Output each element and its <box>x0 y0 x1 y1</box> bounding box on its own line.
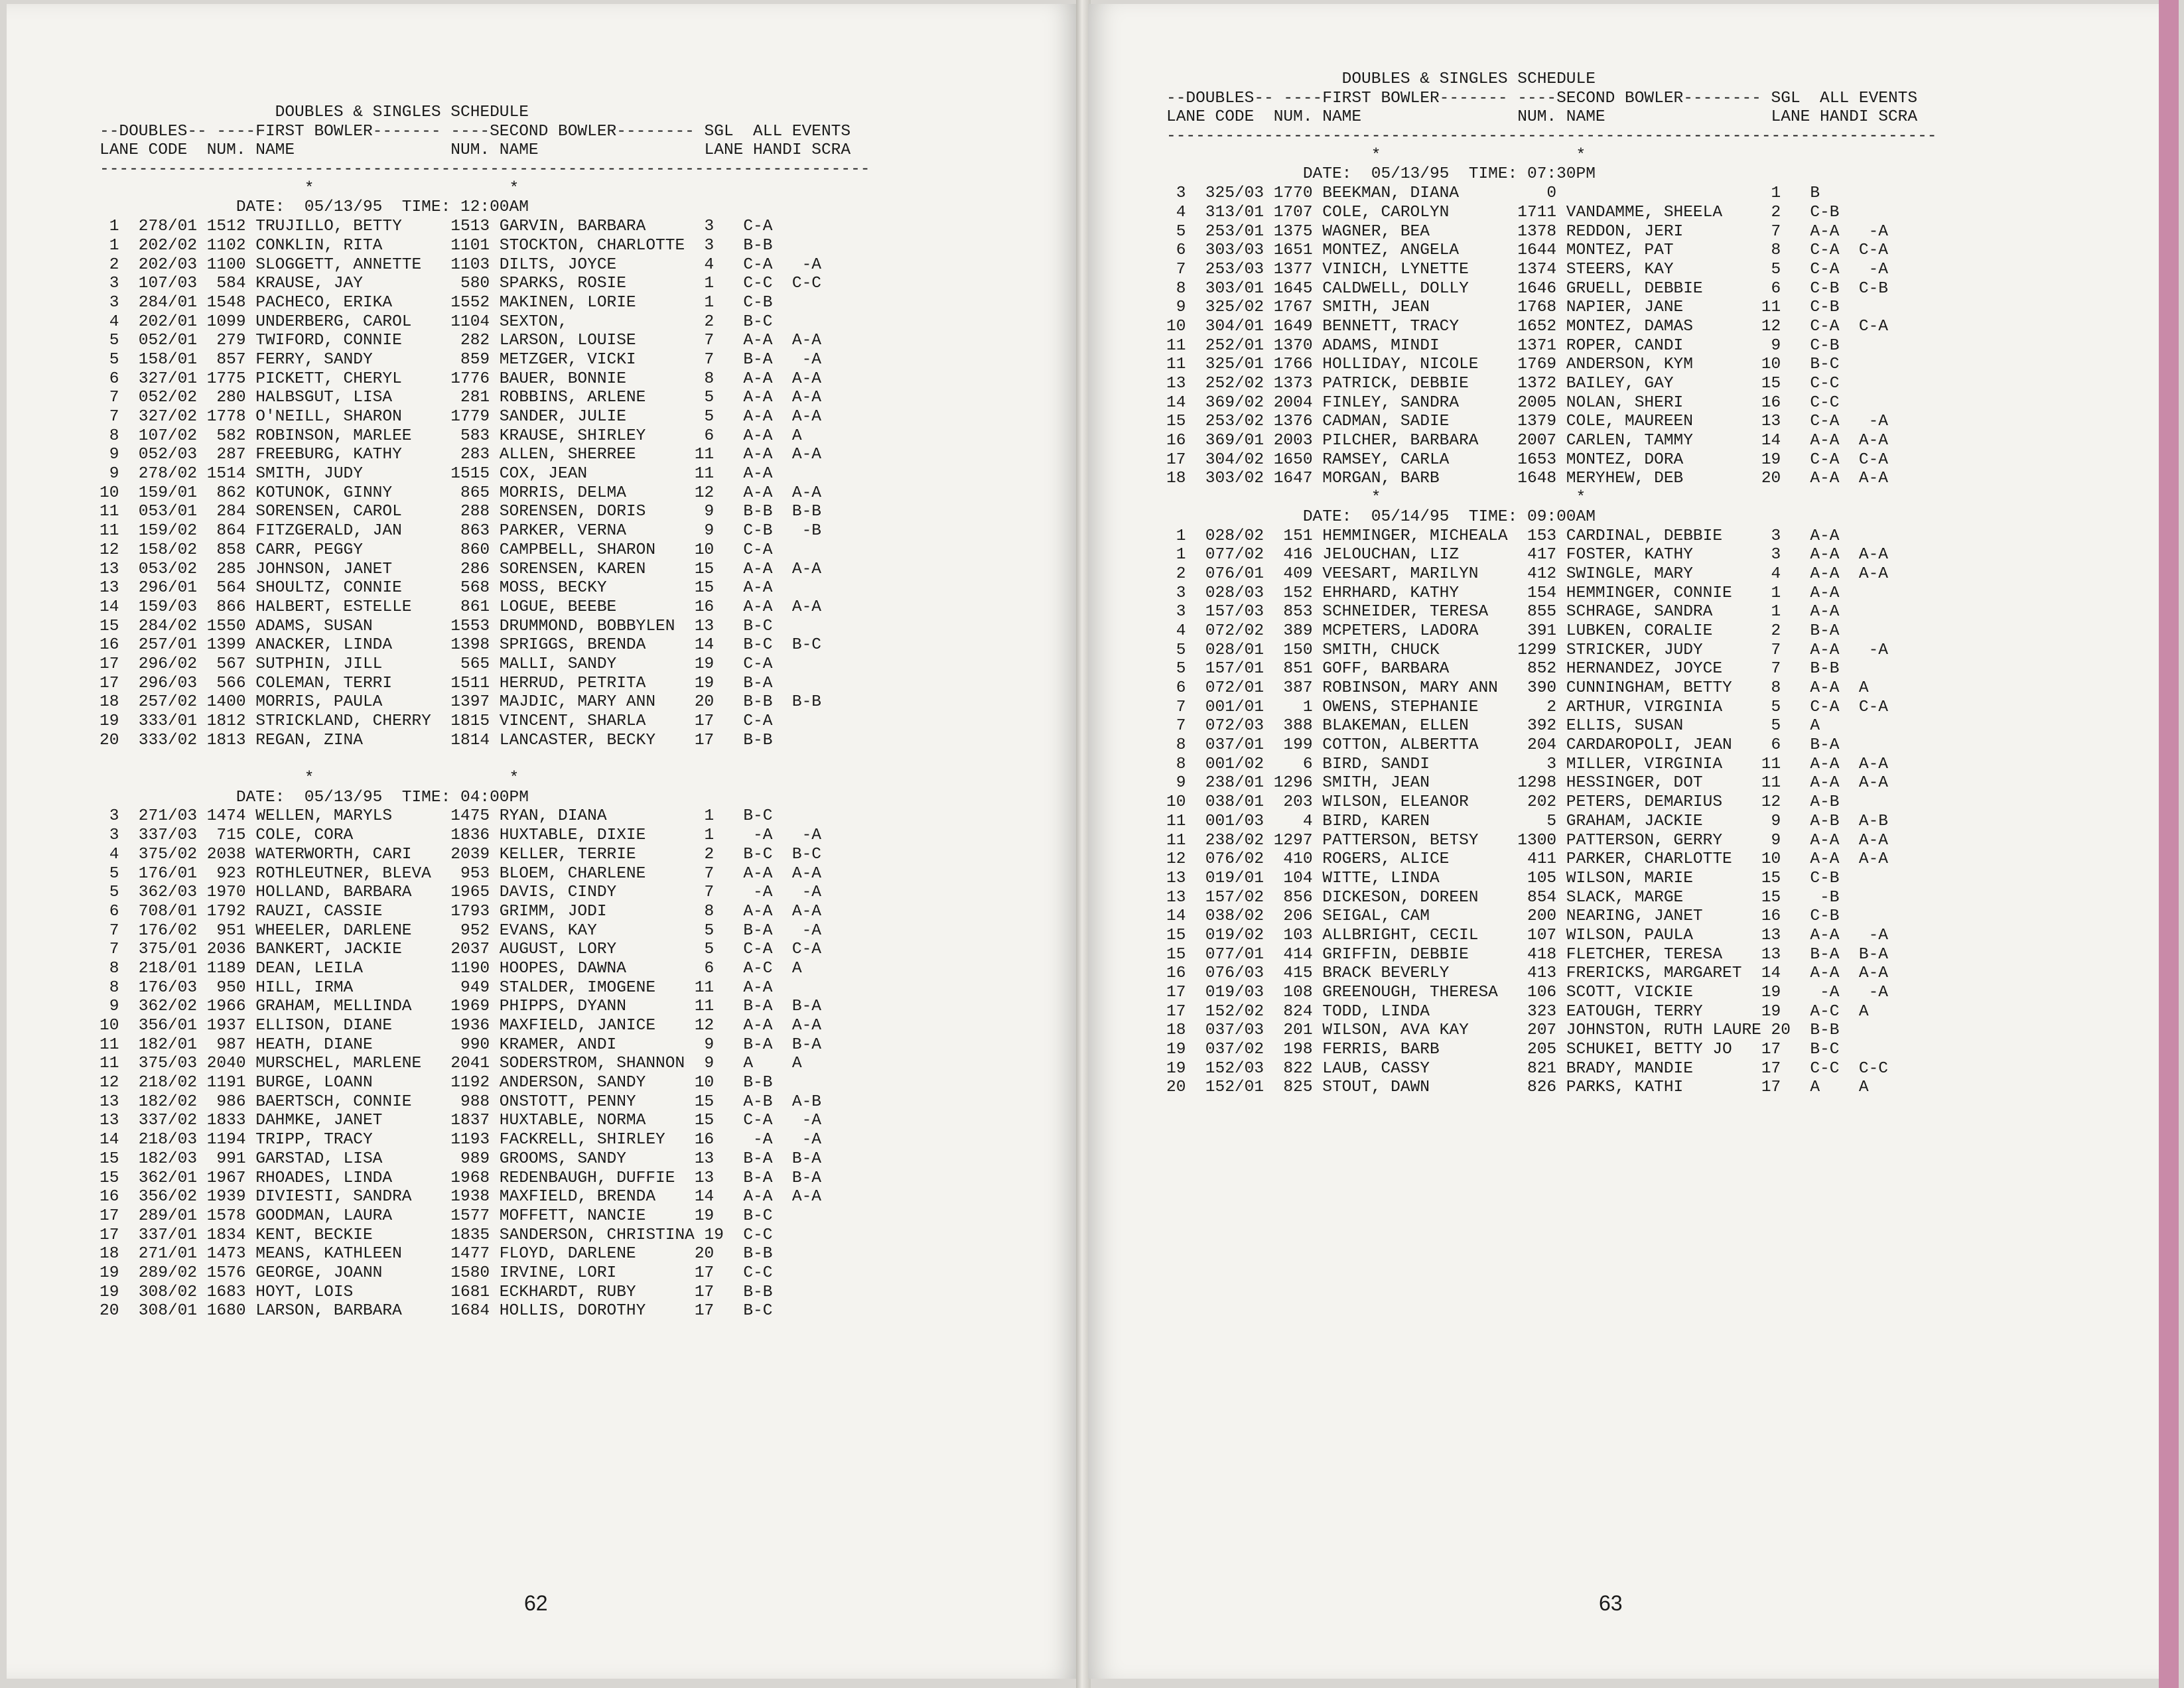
schedule-row: 8 218/01 1189 DEAN, LEILA 1190 HOOPES, DAWNA 6 A-C A <box>100 959 802 978</box>
schedule-row: 12 218/02 1191 BURGE, LOANN 1192 ANDERSON, SANDY 10 B-B <box>100 1074 773 1092</box>
schedule-row: 17 337/01 1834 KENT, BECKIE 1835 SANDERSON, CHRISTINA 19 C-C <box>100 1226 773 1244</box>
schedule-row: 7 375/01 2036 BANKERT, JACKIE 2037 AUGUST, LORY 5 C-A C-A <box>100 941 821 959</box>
session-date-time: DATE: 05/13/95 TIME: 07:30PM <box>1166 165 1596 184</box>
session-marker: * * <box>100 179 519 198</box>
schedule-row: 14 369/02 2004 FINLEY, SANDRA 2005 NOLAN, SHERI 16 C-C <box>1166 393 1840 412</box>
schedule-row: 18 271/01 1473 MEANS, KATHLEEN 1477 FLOYD, DARLENE 20 B-B <box>100 1245 773 1264</box>
schedule-row: 14 159/03 866 HALBERT, ESTELLE 861 LOGUE, BEEBE 16 A-A A-A <box>100 598 821 616</box>
schedule-row: 14 038/02 206 SEIGAL, CAM 200 NEARING, JANET 16 C-B <box>1166 907 1840 926</box>
schedule-row: 6 708/01 1792 RAUZI, CASSIE 1793 GRIMM, JODI 8 A-A A-A <box>100 902 821 921</box>
schedule-row: 10 159/01 862 KOTUNOK, GINNY 865 MORRIS, DELMA 12 A-A A-A <box>100 484 821 502</box>
schedule-row: 7 072/03 388 BLAKEMAN, ELLEN 392 ELLIS, SUSAN 5 A <box>1166 717 1820 736</box>
schedule-row: 3 284/01 1548 PACHECO, ERIKA 1552 MAKINEN, LORIE 1 C-B <box>100 293 773 312</box>
schedule-row: 19 152/03 822 LAUB, CASSY 821 BRADY, MANDIE 17 C-C C-C <box>1166 1059 1888 1078</box>
schedule-row: 10 356/01 1937 ELLISON, DIANE 1936 MAXFIELD, JANICE 12 A-A A-A <box>100 1017 821 1035</box>
schedule-row: 1 028/02 151 HEMMINGER, MICHEALA 153 CARDINAL, DEBBIE 3 A-A <box>1166 527 1840 545</box>
schedule-row: 15 362/01 1967 RHOADES, LINDA 1968 REDENBAUGH, DUFFIE 13 B-A B-A <box>100 1169 821 1187</box>
schedule-row: 10 038/01 203 WILSON, ELEANOR 202 PETERS, DEMARIUS 12 A-B <box>1166 793 1840 812</box>
schedule-row: 13 296/01 564 SHOULTZ, CONNIE 568 MOSS, BECKY 15 A-A <box>100 579 773 598</box>
session-date-time: DATE: 05/13/95 TIME: 12:00AM <box>100 198 529 217</box>
schedule-row: 15 182/03 991 GARSTAD, LISA 989 GROOMS, SANDY 13 B-A B-A <box>100 1149 821 1168</box>
schedule-row: 3 107/03 584 KRAUSE, JAY 580 SPARKS, ROSIE 1 C-C C-C <box>100 275 821 293</box>
schedule-row: 17 289/01 1578 GOODMAN, LAURA 1577 MOFFETT, NANCIE 19 B-C <box>100 1206 773 1225</box>
page-edge <box>2159 0 2179 1688</box>
schedule-row: 9 052/03 287 FREEBURG, KATHY 283 ALLEN, SHERREE 11 A-A A-A <box>100 446 821 464</box>
schedule-row: 4 375/02 2038 WATERWORTH, CARI 2039 KELLER, TERRIE 2 B-C B-C <box>100 845 821 864</box>
schedule-row: 6 327/01 1775 PICKETT, CHERYL 1776 BAUER, BONNIE 8 A-A A-A <box>100 369 821 388</box>
schedule-row: 11 001/03 4 BIRD, KAREN 5 GRAHAM, JACKIE 9 A-B A-B <box>1166 812 1888 830</box>
schedule-row: 5 157/01 851 GOFF, BARBARA 852 HERNANDEZ, JOYCE 7 B-B <box>1166 660 1840 679</box>
schedule-row: 15 284/02 1550 ADAMS, SUSAN 1553 DRUMMOND, BOBBYLEN 13 B-C <box>100 617 773 635</box>
schedule-row: 8 107/02 582 ROBINSON, MARLEE 583 KRAUSE, SHIRLEY 6 A-A A <box>100 426 802 445</box>
schedule-row: 16 257/01 1399 ANACKER, LINDA 1398 SPRIGGS, BRENDA 14 B-C B-C <box>100 636 821 655</box>
schedule-row: 9 362/02 1966 GRAHAM, MELLINDA 1969 PHIPPS, DYANN 11 B-A B-A <box>100 998 821 1016</box>
schedule-row: 14 218/03 1194 TRIPP, TRACY 1193 FACKRELL, SHIRLEY 16 -A -A <box>100 1131 821 1149</box>
schedule-row: 7 176/02 951 WHEELER, DARLENE 952 EVANS, KAY 5 B-A -A <box>100 921 821 940</box>
schedule-row: 1 077/02 416 JELOUCHAN, LIZ 417 FOSTER, KATHY 3 A-A A-A <box>1166 546 1888 564</box>
schedule-row: 15 253/02 1376 CADMAN, SADIE 1379 COLE, MAUREEN 13 C-A -A <box>1166 413 1888 431</box>
schedule-row: 18 037/03 201 WILSON, AVA KAY 207 JOHNSTON, RUTH LAURE 20 B-B <box>1166 1021 1840 1040</box>
schedule-row: 18 257/02 1400 MORRIS, PAULA 1397 MAJDIC, MARY ANN 20 B-B B-B <box>100 693 821 712</box>
schedule-row: 11 325/01 1766 HOLLIDAY, NICOLE 1769 ANDERSON, KYM 10 B-C <box>1166 356 1840 374</box>
schedule-row: 20 333/02 1813 REGAN, ZINA 1814 LANCASTER, BECKY 17 B-B <box>100 731 773 749</box>
schedule-row: 17 019/03 108 GREENOUGH, THERESA 106 SCOTT, VICKIE 19 -A -A <box>1166 984 1888 1002</box>
page-title: DOUBLES & SINGLES SCHEDULE <box>1166 70 1596 88</box>
schedule-row: 11 375/03 2040 MURSCHEL, MARLENE 2041 SODERSTROM, SHANNON 9 A A <box>100 1055 802 1073</box>
separator-line: ------------------------------------------------------------------------------- <box>1166 127 1937 146</box>
schedule-row: 11 159/02 864 FITZGERALD, JAN 863 PARKER, VERNA 9 C-B -B <box>100 522 821 541</box>
schedule-row: 5 362/03 1970 HOLLAND, BARBARA 1965 DAVIS, CINDY 7 -A -A <box>100 883 821 902</box>
schedule-row: 13 019/01 104 WITTE, LINDA 105 WILSON, MARIE 15 C-B <box>1166 869 1840 887</box>
schedule-row: 8 303/01 1645 CALDWELL, DOLLY 1646 GRUELL, DEBBIE 6 C-B C-B <box>1166 279 1888 298</box>
page-number-right: 63 <box>1599 1591 1623 1615</box>
schedule-row: 13 252/02 1373 PATRICK, DEBBIE 1372 BAILEY, GAY 15 C-C <box>1166 375 1840 393</box>
schedule-row: 9 325/02 1767 SMITH, JEAN 1768 NAPIER, JANE 11 C-B <box>1166 298 1840 317</box>
schedule-row: 7 052/02 280 HALBSGUT, LISA 281 ROBBINS, ARLENE 5 A-A A-A <box>100 389 821 407</box>
column-header: --DOUBLES-- ----FIRST BOWLER------- ----SECOND BOWLER-------- SGL ALL EVENTS <box>100 122 851 141</box>
schedule-row: 10 304/01 1649 BENNETT, TRACY 1652 MONTEZ, DAMAS 12 C-A C-A <box>1166 317 1888 336</box>
schedule-row: 3 325/03 1770 BEEKMAN, DIANA 0 1 B <box>1166 184 1820 203</box>
schedule-row: 13 157/02 856 DICKESON, DOREEN 854 SLACK, MARGE 15 -B <box>1166 888 1840 907</box>
session-marker: * * <box>1166 146 1586 164</box>
schedule-row: 9 278/02 1514 SMITH, JUDY 1515 COX, JEAN 11 A-A <box>100 465 773 484</box>
schedule-row: 15 077/01 414 GRIFFIN, DEBBIE 418 FLETCHER, TERESA 13 B-A B-A <box>1166 945 1888 964</box>
schedule-row: 3 337/03 715 COLE, CORA 1836 HUXTABLE, DIXIE 1 -A -A <box>100 826 821 845</box>
schedule-row: 4 072/02 389 MCPETERS, LADORA 391 LUBKEN, CORALIE 2 B-A <box>1166 621 1840 640</box>
schedule-row: 1 278/01 1512 TRUJILLO, BETTY 1513 GARVIN, BARBARA 3 C-A <box>100 218 773 236</box>
schedule-row: 5 176/01 923 ROTHLEUTNER, BLEVA 953 BLOEM, CHARLENE 7 A-A A-A <box>100 864 821 883</box>
schedule-row: 4 202/01 1099 UNDERBERG, CAROL 1104 SEXTON, 2 B-C <box>100 312 773 331</box>
schedule-row: 9 238/01 1296 SMITH, JEAN 1298 HESSINGER, DOT 11 A-A A-A <box>1166 774 1888 793</box>
separator-line: ------------------------------------------------------------------------------- <box>100 161 870 179</box>
page-title: DOUBLES & SINGLES SCHEDULE <box>100 103 529 121</box>
schedule-row: 18 303/02 1647 MORGAN, BARB 1648 MERYHEW, DEB 20 A-A A-A <box>1166 470 1888 488</box>
schedule-row: 3 028/03 152 EHRHARD, KATHY 154 HEMMINGER, CONNIE 1 A-A <box>1166 584 1840 602</box>
schedule-row: 17 296/03 566 COLEMAN, TERRI 1511 HERRUD, PETRITA 19 B-A <box>100 674 773 692</box>
schedule-row: 16 356/02 1939 DIVIESTI, SANDRA 1938 MAXFIELD, BRENDA 14 A-A A-A <box>100 1188 821 1206</box>
schedule-row: 3 157/03 853 SCHNEIDER, TERESA 855 SCHRAGE, SANDRA 1 A-A <box>1166 603 1840 621</box>
schedule-row: 8 037/01 199 COTTON, ALBERTTA 204 CARDAROPOLI, JEAN 6 B-A <box>1166 736 1840 755</box>
schedule-row: 3 271/03 1474 WELLEN, MARYLS 1475 RYAN, DIANA 1 B-C <box>100 807 773 826</box>
schedule-row: 2 202/03 1100 SLOGGETT, ANNETTE 1103 DILTS, JOYCE 4 C-A -A <box>100 255 821 274</box>
schedule-row: 1 202/02 1102 CONKLIN, RITA 1101 STOCKTON, CHARLOTTE 3 B-B <box>100 236 773 255</box>
left-schedule <box>100 103 1042 1321</box>
schedule-row: 12 076/02 410 ROGERS, ALICE 411 PARKER, CHARLOTTE 10 A-A A-A <box>1166 850 1888 869</box>
left-page <box>7 4 1078 1679</box>
schedule-row: 19 037/02 198 FERRIS, BARB 205 SCHUKEI, BETTY JO 17 B-C <box>1166 1041 1840 1059</box>
schedule-row: 20 152/01 825 STOUT, DAWN 826 PARKS, KATHI 17 A A <box>1166 1078 1869 1097</box>
schedule-row: 5 253/01 1375 WAGNER, BEA 1378 REDDON, JERI 7 A-A -A <box>1166 222 1888 241</box>
schedule-row: 13 053/02 285 JOHNSON, JANET 286 SORENSEN, KAREN 15 A-A A-A <box>100 560 821 578</box>
schedule-row: 2 076/01 409 VEESART, MARILYN 412 SWINGLE, MARY 4 A-A A-A <box>1166 564 1888 583</box>
schedule-row: 8 001/02 6 BIRD, SANDI 3 MILLER, VIRGINIA 11 A-A A-A <box>1166 755 1888 773</box>
schedule-row: 7 001/01 1 OWENS, STEPHANIE 2 ARTHUR, VIRGINIA 5 C-A C-A <box>1166 698 1888 716</box>
schedule-row: 15 019/02 103 ALLBRIGHT, CECIL 107 WILSON, PAULA 13 A-A -A <box>1166 926 1888 944</box>
column-header: LANE CODE NUM. NAME NUM. NAME LANE HANDI SCRA <box>100 141 851 160</box>
schedule-row: 17 304/02 1650 RAMSEY, CARLA 1653 MONTEZ, DORA 19 C-A C-A <box>1166 450 1888 469</box>
schedule-row: 11 182/01 987 HEATH, DIANE 990 KRAMER, ANDI 9 B-A B-A <box>100 1035 821 1054</box>
schedule-row: 5 052/01 279 TWIFORD, CONNIE 282 LARSON, LOUISE 7 A-A A-A <box>100 332 821 350</box>
schedule-row: 13 182/02 986 BAERTSCH, CONNIE 988 ONSTOTT, PENNY 15 A-B A-B <box>100 1092 821 1111</box>
session-marker: * * <box>1166 489 1586 507</box>
right-schedule <box>1166 70 2122 1098</box>
schedule-row: 19 289/02 1576 GEORGE, JOANN 1580 IRVINE, LORI 17 C-C <box>100 1264 773 1282</box>
schedule-row: 8 176/03 950 HILL, IRMA 949 STALDER, IMOGENE 11 A-A <box>100 978 773 997</box>
schedule-row: 6 072/01 387 ROBINSON, MARY ANN 390 CUNNINGHAM, BETTY 8 A-A A <box>1166 679 1869 697</box>
schedule-row: 7 327/02 1778 O'NEILL, SHARON 1779 SANDER, JULIE 5 A-A A-A <box>100 408 821 426</box>
schedule-row: 17 296/02 567 SUTPHIN, JILL 565 MALLI, SANDY 19 C-A <box>100 655 773 673</box>
session-marker: * * <box>100 769 519 788</box>
schedule-row: 16 369/01 2003 PILCHER, BARBARA 2007 CARLEN, TAMMY 14 A-A A-A <box>1166 432 1888 450</box>
schedule-row: 6 303/03 1651 MONTEZ, ANGELA 1644 MONTEZ, PAT 8 C-A C-A <box>1166 241 1888 260</box>
schedule-row: 7 253/03 1377 VINICH, LYNETTE 1374 STEERS, KAY 5 C-A -A <box>1166 260 1888 279</box>
schedule-row: 20 308/01 1680 LARSON, BARBARA 1684 HOLLIS, DOROTHY 17 B-C <box>100 1302 773 1321</box>
schedule-row: 11 238/02 1297 PATTERSON, BETSY 1300 PATTERSON, GERRY 9 A-A A-A <box>1166 831 1888 850</box>
schedule-row: 4 313/01 1707 COLE, CAROLYN 1711 VANDAMME, SHEELA 2 C-B <box>1166 203 1840 222</box>
session-date-time: DATE: 05/13/95 TIME: 04:00PM <box>100 788 529 807</box>
spacer <box>100 750 1042 769</box>
schedule-row: 11 252/01 1370 ADAMS, MINDI 1371 ROPER, CANDI 9 C-B <box>1166 336 1840 355</box>
schedule-row: 19 333/01 1812 STRICKLAND, CHERRY 1815 VINCENT, SHARLA 17 C-A <box>100 712 773 730</box>
right-page <box>1088 4 2159 1679</box>
session-date-time: DATE: 05/14/95 TIME: 09:00AM <box>1166 507 1596 526</box>
schedule-row: 19 308/02 1683 HOYT, LOIS 1681 ECKHARDT, RUBY 17 B-B <box>100 1283 773 1301</box>
column-header: --DOUBLES-- ----FIRST BOWLER------- ----SECOND BOWLER-------- SGL ALL EVENTS <box>1166 89 1918 107</box>
page-number-left: 62 <box>524 1591 548 1615</box>
schedule-row: 5 158/01 857 FERRY, SANDY 859 METZGER, VICKI 7 B-A -A <box>100 350 821 369</box>
schedule-row: 5 028/01 150 SMITH, CHUCK 1299 STRICKER, JUDY 7 A-A -A <box>1166 641 1888 659</box>
schedule-row: 17 152/02 824 TODD, LINDA 323 EATOUGH, TERRY 19 A-C A <box>1166 1002 1869 1021</box>
column-header: LANE CODE NUM. NAME NUM. NAME LANE HANDI SCRA <box>1166 108 1918 127</box>
schedule-row: 13 337/02 1833 DAHMKE, JANET 1837 HUXTABLE, NORMA 15 C-A -A <box>100 1112 821 1130</box>
schedule-row: 11 053/01 284 SORENSEN, CAROL 288 SORENSEN, DORIS 9 B-B B-B <box>100 503 821 521</box>
schedule-row: 12 158/02 858 CARR, PEGGY 860 CAMPBELL, SHARON 10 C-A <box>100 541 773 559</box>
schedule-row: 16 076/03 415 BRACK BEVERLY 413 FRERICKS, MARGARET 14 A-A A-A <box>1166 964 1888 983</box>
